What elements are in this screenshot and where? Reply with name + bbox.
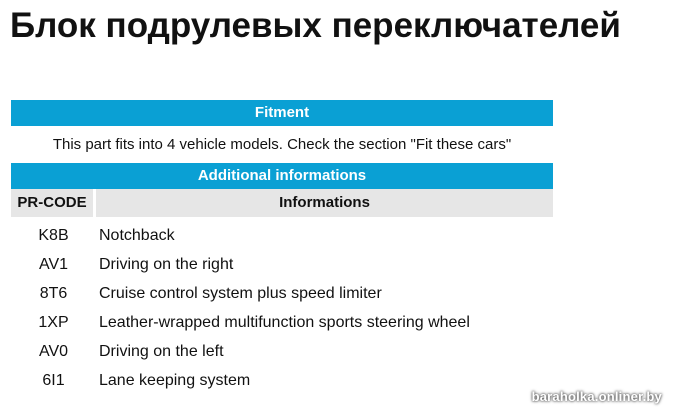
pr-code: 6I1 [42, 372, 65, 389]
table-row [11, 366, 553, 395]
pr-code-info: Cruise control system plus speed limiter [99, 285, 382, 302]
additional-info-header: Additional informations [11, 163, 553, 189]
column-headers [11, 189, 553, 217]
fitment-text: This part fits into 4 vehicle models. Check the section "Fit these cars" [52, 136, 512, 153]
informations-column-header: Informations [96, 189, 553, 217]
pr-code: K8B [38, 227, 69, 244]
pr-code: 1XP [38, 314, 69, 331]
pr-code-list [11, 221, 553, 395]
table-row [11, 221, 553, 250]
pr-code: 8T6 [39, 285, 68, 302]
table-row [11, 250, 553, 279]
table-row [11, 308, 553, 337]
pr-code: AV1 [38, 256, 69, 273]
pr-code-info: Driving on the left [99, 343, 224, 360]
watermark: baraholka.onliner.by [531, 389, 662, 404]
table-row [11, 337, 553, 366]
pr-code-info: Notchback [99, 227, 175, 244]
fitment-header: Fitment [11, 100, 553, 126]
page-title: Блок подрулевых переключателей [10, 6, 621, 45]
part-info-table [11, 100, 553, 395]
pr-code-info: Lane keeping system [99, 372, 251, 389]
pr-code-info: Driving on the right [99, 256, 234, 273]
pr-code: AV0 [38, 343, 69, 360]
pr-code-info: Leather-wrapped multifunction sports steering wheel [99, 314, 470, 331]
table-row [11, 279, 553, 308]
pr-code-column-header: PR-CODE [11, 189, 93, 217]
